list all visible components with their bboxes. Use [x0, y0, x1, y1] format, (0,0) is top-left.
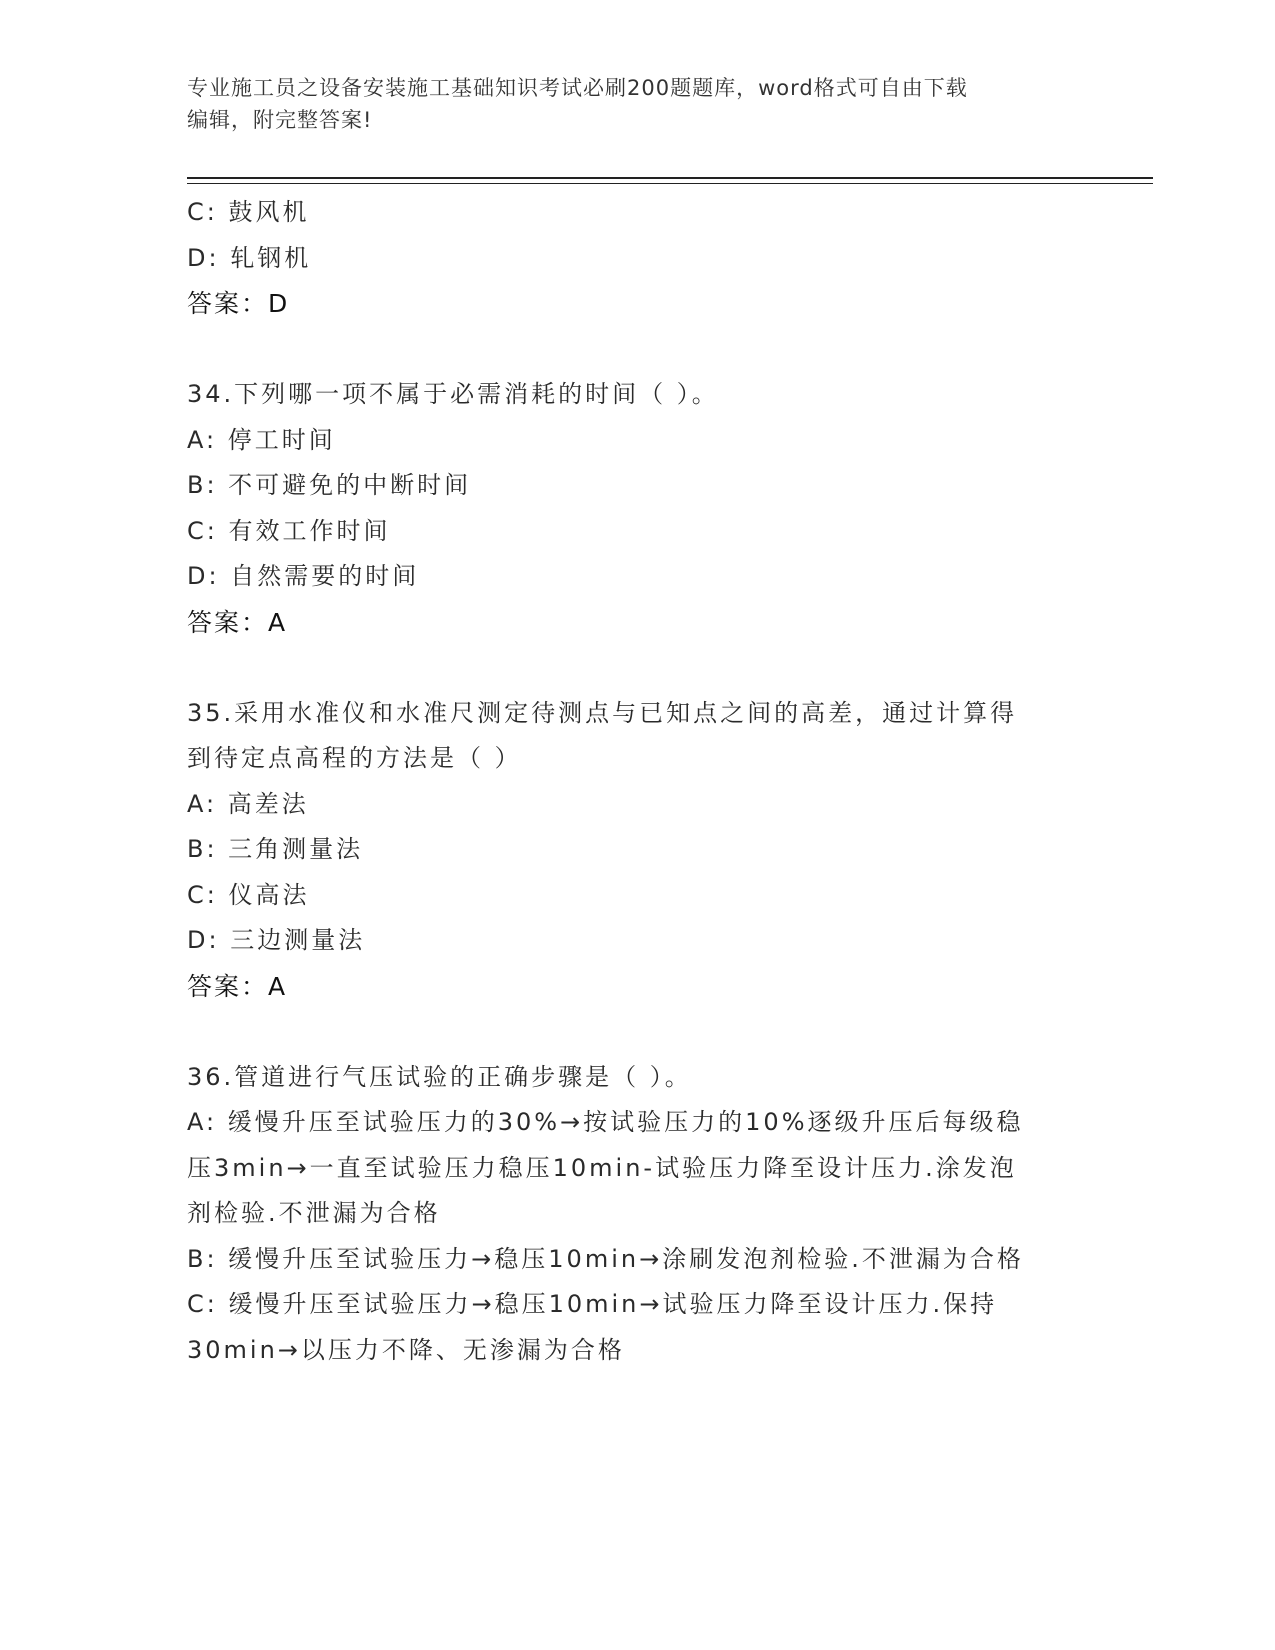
question-stem-line-2: 到待定点高程的方法是（ ） — [187, 744, 522, 772]
option-d: D: 轧钢机 — [187, 243, 312, 272]
option-b: B: 三角测量法 — [187, 835, 364, 863]
option-c: C: 仪高法 — [187, 880, 310, 909]
header-divider-thin — [187, 183, 1153, 184]
option-c: C: 鼓风机 — [187, 198, 310, 226]
header-divider-thick — [187, 177, 1153, 179]
question-stem-line-1: 35.采用水准仪和水准尺测定待测点与已知点之间的高差，通过计算得 — [187, 698, 1018, 727]
question-35 — [187, 691, 1087, 1010]
question-stem: 34.下列哪一项不属于必需消耗的时间（ ）。 — [187, 380, 719, 408]
option-c-line-2: 30min→以压力不降、无渗漏为合格 — [187, 1335, 625, 1364]
question-stem: 36.管道进行气压试验的正确步骤是（ ）。 — [187, 1062, 692, 1091]
spacer — [187, 327, 1087, 373]
option-a: A: 停工时间 — [187, 425, 336, 454]
spacer — [187, 645, 1087, 691]
option-c-line-1: C: 缓慢升压至试验压力→稳压10min→试验压力降至设计压力.保持 — [187, 1290, 998, 1318]
spacer — [187, 1009, 1087, 1055]
option-b: B: 不可避免的中断时间 — [187, 471, 472, 499]
answer-line: 答案：A — [187, 607, 288, 637]
question-34 — [187, 372, 1087, 645]
option-a: A: 高差法 — [187, 789, 309, 818]
option-d: D: 自然需要的时间 — [187, 562, 420, 590]
question-content — [187, 190, 1087, 1373]
option-c: C: 有效工作时间 — [187, 516, 391, 545]
option-d: D: 三边测量法 — [187, 926, 366, 954]
question-36 — [187, 1055, 1087, 1374]
answer-line: 答案：D — [187, 289, 290, 318]
question-33-tail — [187, 190, 1087, 327]
option-a-line-1: A: 缓慢升压至试验压力的30%→按试验压力的10%逐级升压后每级稳 — [187, 1108, 1024, 1136]
header-line-2: 编辑，附完整答案! — [187, 108, 373, 132]
option-b: B: 缓慢升压至试验压力→稳压10min→涂刷发泡剂检验.不泄漏为合格 — [187, 1244, 1024, 1273]
option-a-line-3: 剂检验.不泄漏为合格 — [187, 1199, 441, 1227]
header-line-1: 专业施工员之设备安装施工基础知识考试必刷200题题库，word格式可自由下载 — [187, 76, 968, 100]
option-a-line-2: 压3min→一直至试验压力稳压10min-试验压力降至设计压力.涂发泡 — [187, 1153, 1017, 1182]
page-header — [187, 72, 1087, 136]
answer-line: 答案：A — [187, 971, 288, 1001]
